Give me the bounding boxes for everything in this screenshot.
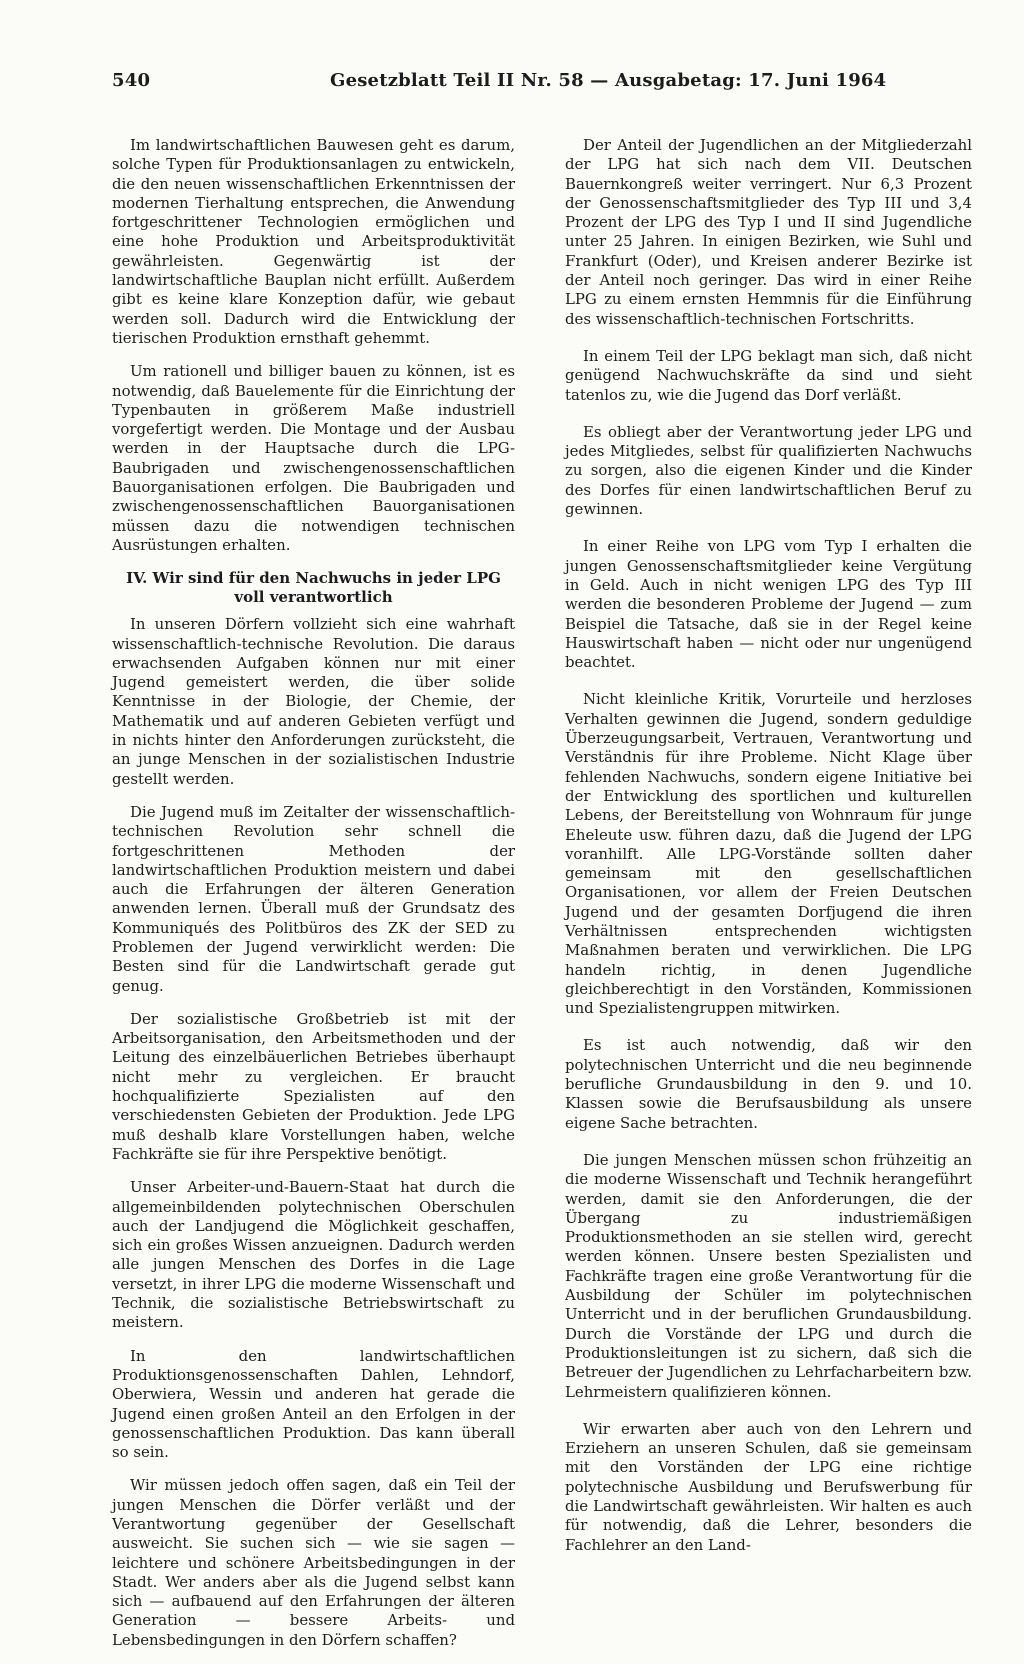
paragraph: Es ist auch notwendig, daß wir den polytechnischen Unterricht und die neu beginnende berufliche Grundausbildung in den 9. und 10. Klassen sowie die Berufsausbildung als unsere eigene Sache betrachten. (565, 1036, 972, 1132)
paragraph: In einem Teil der LPG beklagt man sich, daß nicht genügend Nachwuchskräfte da sind und sieht tatenlos zu, wie die Jugend das Dorf verläßt. (565, 346, 972, 404)
paragraph: In unseren Dörfern vollzieht sich eine wahrhaft wissenschaftlich-technische Revolution. Die daraus erwachsenden Aufgaben können nur mit einer Jugend gemeistert werden, die über solide Kenntnisse in der Biologie, der Chemie, der Mathematik und auf anderen Gebieten verfügt und in nichts hinter den Anforderungen zurücksteht, die an junge Menschen in der sozialistischen Industrie gestellt werden. (112, 615, 515, 788)
left-column (112, 136, 515, 1664)
page-header (112, 70, 887, 100)
paragraph: Die jungen Menschen müssen schon frühzeitig an die moderne Wissenschaft und Technik herangeführt werden, damit sie den Anforderungen, die der Übergang zu industriemäßigen Produktionsmethoden an sie stellen wird, gerecht werden können. Unsere besten Spezialisten und Fachkräfte tragen eine große Verantwortung für die Ausbildung der Schüler im polytechnischen Unterricht und in der beruflichen Grundausbildung. Durch die Vorstände der LPG und durch die Produktionsleitungen ist zu sichern, daß sich die Betreuer der Jugendlichen zu Lehrfacharbeitern bzw. Lehrmeistern qualifizieren können. (565, 1150, 972, 1401)
paragraph: In einer Reihe von LPG vom Typ I erhalten die jungen Genossenschaftsmitglieder keine Vergütung in Geld. Auch in nicht wenigen LPG des Typ III werden die besonderen Probleme der Jugend — zum Beispiel die Tatsache, daß sie in der Regel keine Hauswirtschaft haben — nicht oder nur ungenügend beachtet. (565, 537, 972, 672)
section-heading-line: IV. Wir sind für den Nachwuchs in jeder LPG (126, 569, 501, 588)
paragraph: Die Jugend muß im Zeitalter der wissenschaftlich-technischen Revolution sehr schnell die fortgeschrittenen Methoden der landwirtschaftlichen Produktion meistern und dabei auch die Erfahrungen der älteren Generation anwenden lernen. Überall muß der Grundsatz des Kommuniqués des Politbüros des ZK der SED zu Problemen der Jugend verwirklicht werden: Die Besten sind für die Landwirtschaft gerade gut genug. (112, 802, 515, 995)
paragraph: Unser Arbeiter-und-Bauern-Staat hat durch die allgemeinbildenden polytechnischen Oberschulen auch der Landjugend die Möglichkeit geschaffen, sich ein großes Wissen anzueignen. Dadurch werden alle jungen Menschen des Dorfes in die Lage versetzt, in ihrer LPG die moderne Wissenschaft und Technik, die sozialistische Betriebswirtschaft zu meistern. (112, 1178, 515, 1332)
paragraph: Im landwirtschaftlichen Bauwesen geht es darum, solche Typen für Produktionsanlagen zu entwickeln, die den neuen wissenschaftlichen Erkenntnissen der modernen Tierhaltung entsprechen, die Anwendung fortgeschrittener Technologien ermöglichen und eine hohe Produktion und Arbeitsproduktivität gewährleisten. Gegenwärtig ist der landwirtschaftliche Bauplan nicht erfüllt. Außerdem gibt es keine klare Konzeption dafür, wie gebaut werden soll. Dadurch wird die Entwicklung der tierischen Produktion ernsthaft gehemmt. (112, 136, 515, 347)
paragraph: Es obliegt aber der Verantwortung jeder LPG und jedes Mitgliedes, selbst für qualifizierten Nachwuchs zu sorgen, also die eigenen Kinder und die Kinder des Dorfes für einen landwirtschaftlichen Beruf zu gewinnen. (565, 422, 972, 519)
section-heading (112, 569, 515, 607)
paragraph: Wir erwarten aber auch von den Lehrern und Erziehern an unseren Schulen, daß sie gemeinsam mit den Vorständen der LPG eine richtige polytechnische Ausbildung und Berufswerbung für die Landwirtschaft gewährleisten. Wir halten es auch für notwendig, daß die Lehrer, besonders die Fachlehrer an den Land- (565, 1419, 972, 1554)
right-column (565, 136, 972, 1573)
section-heading-line: voll verantwortlich (234, 588, 393, 607)
paragraph: Nicht kleinliche Kritik, Vorurteile und herzloses Verhalten gewinnen die Jugend, sondern geduldige Überzeugungsarbeit, Vertrauen, Verantwortung und Verständnis für ihre Probleme. Nicht Klage über fehlenden Nachwuchs, sondern eigene Initiative bei der Entwicklung des sportlichen und kulturellen Lebens, der Bereitstellung von Wohnraum für junge Eheleute usw. führen dazu, daß die Jugend der LPG voranhilft. Alle LPG-Vorstände sollten daher gemeinsam mit den gesellschaftlichen Organisationen, vor allem der Freien Deutschen Jugend und der gesamten Dorfjugend die ihren Verhältnissen entsprechenden wichtigsten Maßnahmen beraten und verwirklichen. Die LPG handeln richtig, in denen Jugendliche gleichberechtigt in den Vorständen, Kommissionen und Spezialistengruppen mitwirken. (565, 690, 972, 1018)
page-number: 540 (112, 70, 151, 91)
paragraph: Wir müssen jedoch offen sagen, daß ein Teil der jungen Menschen die Dörfer verläßt und der Verantwortung gegenüber der Gesellschaft ausweicht. Sie suchen sich — wie sie sagen — leichtere und schönere Arbeitsbedingungen in der Stadt. Wer anders aber als die Jugend selbst kann sich — aufbauend auf den Erfahrungen der älteren Generation — bessere Arbeits- und Lebensbedingungen in den Dörfern schaffen? (112, 1476, 515, 1649)
paragraph: Um rationell und billiger bauen zu können, ist es notwendig, daß Bauelemente für die Einrichtung der Typenbauten in größerem Maße industriell vorgefertigt werden. Die Montage und der Ausbau werden in der Hauptsache durch die LPG-Baubrigaden und zwischengenossenschaftlichen Bauorganisationen erfolgen. Die Baubrigaden und zwischengenossenschaftlichen Bauorganisationen müssen dazu die notwendigen technischen Ausrüstungen erhalten. (112, 362, 515, 554)
paragraph: Der Anteil der Jugendlichen an der Mitgliederzahl der LPG hat sich nach dem VII. Deutschen Bauernkongreß weiter verringert. Nur 6,3 Prozent der Genossenschaftsmitglieder des Typ III und 3,4 Prozent der LPG des Typ I und II sind Jugendliche unter 25 Jahren. In einigen Bezirken, wie Suhl und Frankfurt (Oder), und Kreisen anderer Bezirke ist der Anteil noch geringer. Das wird in einer Reihe LPG zu einem ernsten Hemmnis für die Einführung des wissenschaftlich-technischen Fortschritts. (565, 136, 972, 328)
running-head: Gesetzblatt Teil II Nr. 58 — Ausgabetag: 17. Juni 1964 (330, 70, 887, 91)
paragraph: In den landwirtschaftlichen Produktionsgenossenschaften Dahlen, Lehndorf, Oberwiera, Wessin und anderen hat gerade die Jugend einen großen Anteil an den Erfolgen in der genossenschaftlichen Produktion. Das kann überall so sein. (112, 1346, 515, 1462)
paragraph: Der sozialistische Großbetrieb ist mit der Arbeitsorganisation, den Arbeitsmethoden und der Leitung des einzelbäuerlichen Betriebes überhaupt nicht mehr zu vergleichen. Er braucht hochqualifizierte Spezialisten auf den verschiedensten Gebieten der Produktion. Jede LPG muß deshalb klare Vorstellungen haben, welche Fachkräfte sie für ihre Perspektive benötigt. (112, 1009, 515, 1163)
